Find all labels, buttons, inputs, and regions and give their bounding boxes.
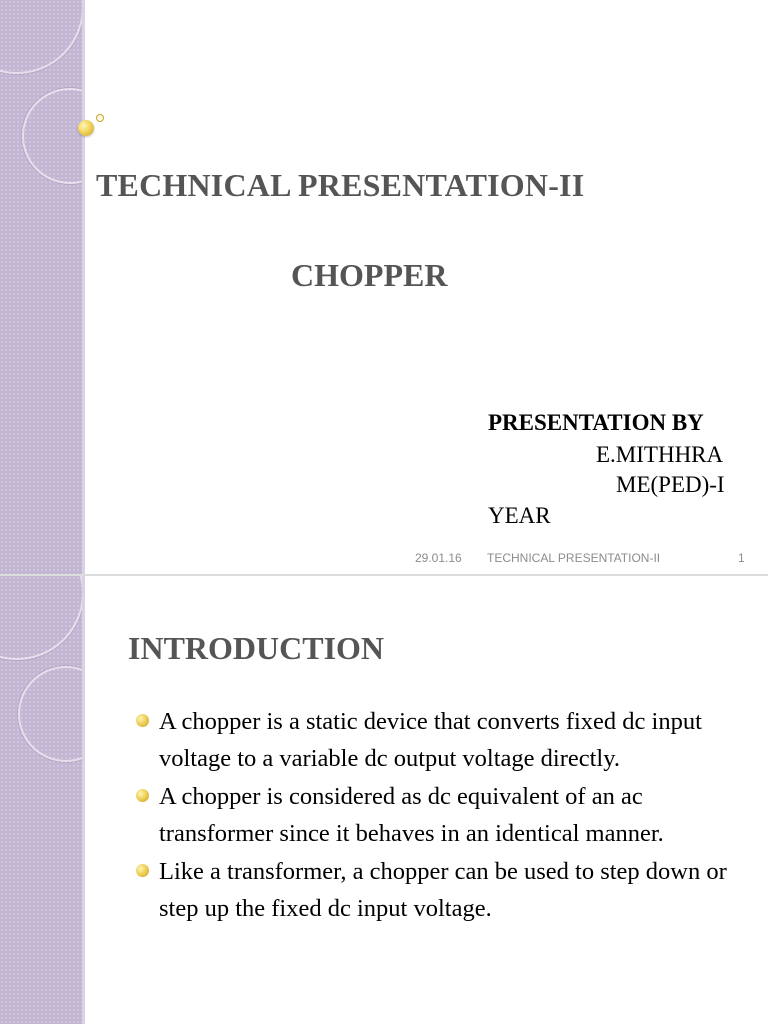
slide-subtitle: CHOPPER — [291, 257, 448, 293]
small-bead-icon — [96, 114, 104, 122]
bullet-icon — [136, 714, 149, 727]
decorative-side-band — [0, 0, 84, 574]
slide-title: TECHNICAL PRESENTATION-II — [96, 167, 585, 203]
list-item — [134, 854, 734, 927]
decorative-side-band — [0, 576, 84, 1024]
bullet-text: Like a transformer, a chopper can be used to step down or step up the fixed dc input voltage. — [159, 858, 727, 922]
decorative-ring — [0, 0, 84, 74]
decorative-ring — [18, 666, 84, 762]
bullet-list — [134, 704, 734, 929]
bullet-icon — [136, 864, 149, 877]
slide-title: INTRODUCTION — [128, 630, 385, 666]
decorative-ring — [22, 88, 84, 184]
side-band-edge — [82, 576, 85, 1024]
presentation-by-label: PRESENTATION BY — [488, 410, 704, 435]
list-item — [134, 779, 734, 852]
presenter-degree: ME(PED)-I — [616, 472, 725, 497]
list-item — [134, 704, 734, 777]
decorative-ring — [0, 576, 84, 660]
bullet-text: A chopper is a static device that converts fixed dc input voltage to a variable dc output voltage directly. — [159, 708, 702, 772]
presenter-name: E.MITHHRA — [596, 442, 724, 467]
bullet-icon — [136, 789, 149, 802]
footer-title: TECHNICAL PRESENTATION-II — [487, 551, 661, 565]
bullet-text: A chopper is considered as dc equivalent of an ac transformer since it behaves in an identical manner. — [159, 783, 664, 847]
presenter-year: YEAR — [488, 503, 551, 528]
side-band-edge — [82, 0, 85, 574]
footer-date: 29.01.16 — [415, 551, 462, 565]
footer-page-number: 1 — [738, 551, 745, 565]
gold-bead-icon — [78, 120, 94, 136]
